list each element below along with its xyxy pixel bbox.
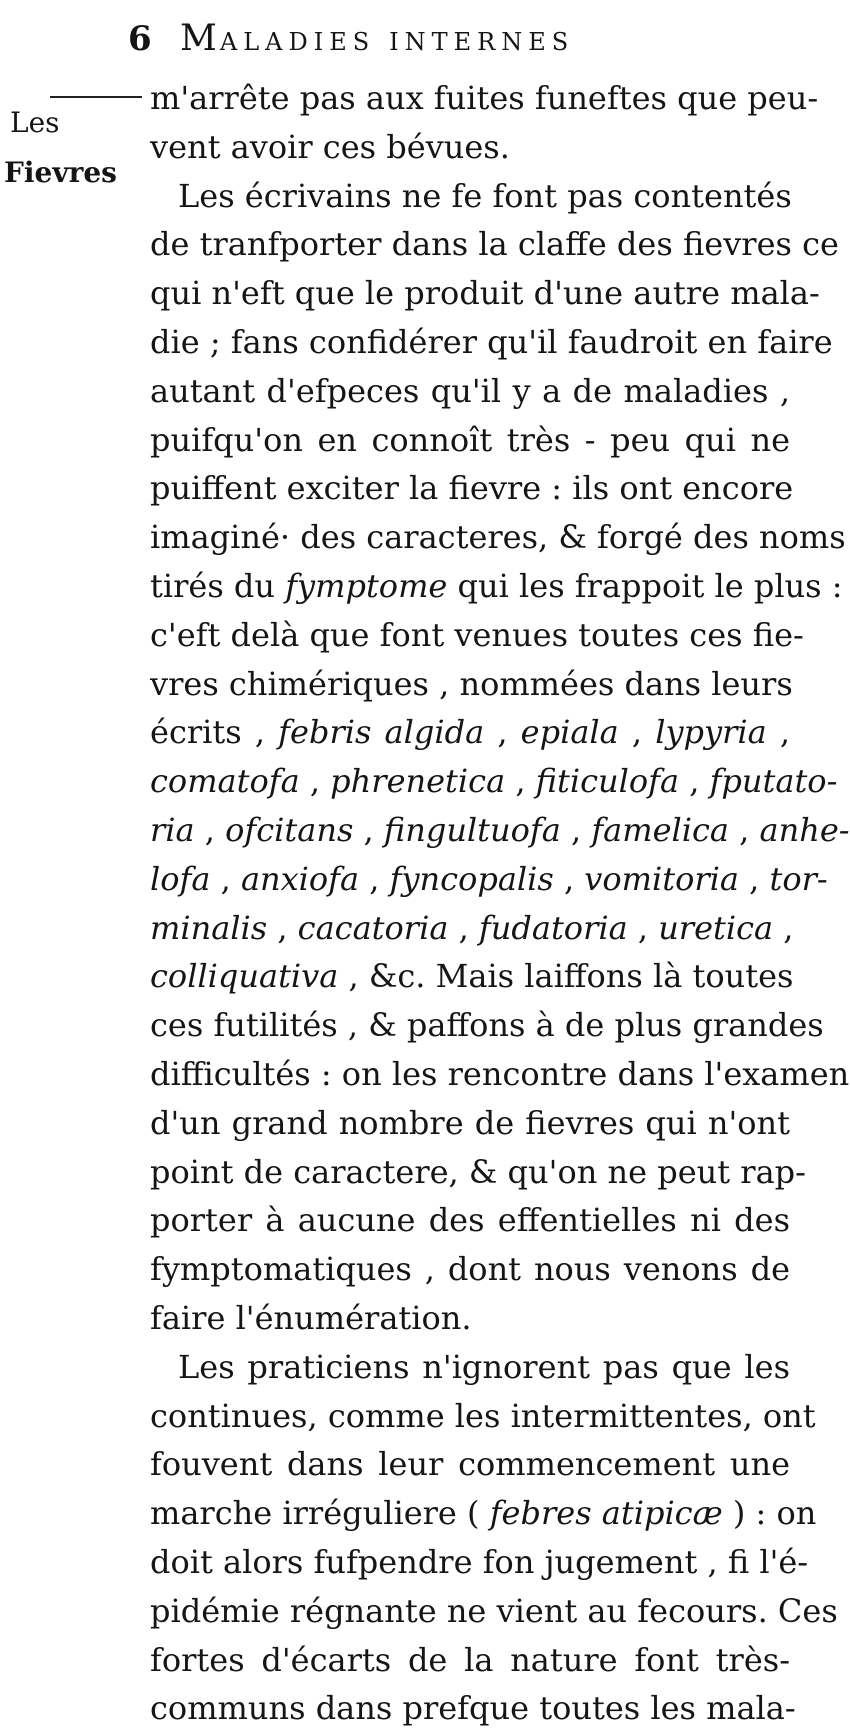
italic-term: vomitoria	[584, 859, 739, 898]
text-run: Les praticiens n'ignorent pas que les	[178, 1347, 790, 1386]
text-run: imaginé· des caracteres, & forgé des noms	[150, 518, 846, 557]
text-line	[150, 611, 804, 660]
text-run: fouvent dans leur commencement une	[150, 1445, 790, 1484]
italic-term: lofa	[150, 859, 211, 898]
italic-term: anxiofa	[240, 859, 360, 898]
running-title	[180, 14, 574, 67]
text-run: ,	[267, 908, 298, 947]
text-line	[150, 855, 828, 904]
text-line	[150, 1148, 806, 1197]
italic-term: fingultuofa	[383, 810, 561, 849]
italic-term: epiala	[520, 713, 619, 752]
text-run: fymptomatiques , dont nous venons de	[150, 1250, 790, 1289]
text-run: ,	[618, 713, 656, 752]
italic-term: phrenetica	[330, 762, 506, 801]
italic-term: minalis	[150, 908, 268, 947]
text-line	[150, 1684, 796, 1733]
text-run: marche irréguliere (	[150, 1494, 490, 1533]
text-run: puifqu'on en connoît très - peu qui ne	[150, 420, 790, 459]
text-line	[150, 806, 850, 855]
text-run: difficultés : on les rencontre dans l'examen	[150, 1054, 850, 1093]
text-line	[150, 318, 833, 367]
margin-note	[0, 74, 120, 198]
text-line	[150, 1294, 790, 1343]
text-line	[150, 1440, 790, 1489]
text-run: , &c. Mais laiffons là toutes	[338, 957, 794, 996]
text-run: autant d'efpeces qu'il y a de maladies ,	[150, 371, 790, 410]
text-line	[150, 1636, 790, 1685]
running-title-word1: ALADIES	[219, 28, 376, 56]
text-line	[150, 464, 794, 513]
text-run: ,	[359, 859, 390, 898]
text-line	[150, 123, 790, 172]
text-run: ,	[353, 810, 384, 849]
italic-term: cacatoria	[297, 908, 449, 947]
text-line	[150, 708, 790, 757]
italic-term: famelica	[591, 810, 729, 849]
text-run: m'arrête pas aux fuites funeftes que peu-	[150, 79, 819, 117]
text-line	[150, 269, 820, 318]
text-line	[150, 1099, 790, 1148]
text-run: ,	[773, 908, 794, 947]
text-line	[150, 172, 790, 221]
text-run: qui les frappoit le plus :	[447, 566, 843, 605]
body-text	[150, 74, 850, 1733]
italic-term: ofcitans	[225, 810, 354, 849]
text-run: ,	[729, 810, 760, 849]
italic-term: fputato-	[709, 762, 838, 801]
text-run: ,	[484, 713, 521, 752]
italic-term: anhe-	[759, 810, 850, 849]
text-run: vent avoir ces bévues.	[150, 127, 510, 166]
italic-term: ria	[150, 810, 195, 849]
text-run: ,	[560, 810, 592, 849]
text-line	[150, 562, 843, 611]
text-line	[150, 1343, 790, 1392]
text-run: tirés du	[150, 566, 286, 605]
text-line	[150, 952, 794, 1001]
text-run: ,	[627, 908, 659, 947]
text-run: fortes d'écarts de la nature font très-	[150, 1640, 790, 1679]
text-run: puiffent exciter la fievre : ils ont encore	[150, 469, 794, 508]
text-line	[150, 1196, 790, 1245]
italic-term: lypyria	[655, 713, 767, 752]
text-run: ,	[299, 762, 331, 801]
text-line	[150, 416, 790, 465]
text-run: point de caractere, & qu'on ne peut rap-	[150, 1152, 806, 1191]
italic-term: comatofa	[150, 762, 300, 801]
text-line	[150, 1587, 838, 1636]
text-line	[150, 1245, 790, 1294]
text-run: faire l'énumération.	[150, 1298, 472, 1337]
text-run: de tranfporter dans la claffe des fievres ce	[150, 225, 839, 264]
italic-term: fymptome	[285, 566, 448, 605]
text-line	[150, 904, 794, 953]
text-run: doit alors fufpendre fon jugement , fi l'é-	[150, 1542, 809, 1581]
margin-note-line2: Fievres	[4, 156, 117, 189]
running-title-initial: M	[180, 18, 220, 59]
text-run: d'un grand nombre de fievres qui n'ont	[150, 1103, 790, 1142]
text-run: continues, comme les intermittentes, ont	[150, 1396, 816, 1435]
italic-term: febris algida	[278, 713, 485, 752]
text-line	[150, 513, 846, 562]
text-run: vres chimériques , nommées dans leurs	[150, 664, 793, 703]
text-run: ces futilités , & paffons à de plus grandes	[150, 1006, 824, 1045]
italic-term: colliquativa	[150, 957, 339, 996]
text-run: ,	[210, 859, 241, 898]
italic-term: uretica	[658, 908, 774, 947]
text-run: pidémie régnante ne vient au fecours. Ces	[150, 1591, 838, 1630]
italic-term: fiticulofa	[535, 762, 680, 801]
text-line	[150, 367, 790, 416]
text-run: ,	[679, 762, 710, 801]
italic-term: fyncopalis	[389, 859, 554, 898]
text-line	[150, 757, 838, 806]
text-line	[150, 1538, 809, 1587]
text-run: ,	[553, 859, 585, 898]
text-line	[150, 1392, 816, 1441]
italic-term: fudatoria	[478, 908, 628, 947]
margin-note-line1: Les	[10, 106, 60, 139]
text-run: ) : on	[722, 1494, 817, 1533]
text-run: ,	[194, 810, 226, 849]
text-line	[150, 660, 793, 709]
text-line	[150, 1001, 824, 1050]
running-title-word2: INTERNES	[389, 28, 575, 56]
text-line	[150, 220, 839, 269]
text-run: ,	[766, 713, 791, 752]
text-line	[150, 1050, 850, 1099]
text-run: ,	[738, 859, 770, 898]
text-run: ,	[505, 762, 536, 801]
running-header	[128, 14, 788, 64]
text-line	[150, 1489, 817, 1538]
italic-term: febres atipicæ	[489, 1494, 723, 1533]
text-run: qui n'eft que le produit d'une autre mala-	[150, 274, 820, 313]
text-run: Les écrivains ne fe font pas contentés	[178, 176, 792, 215]
italic-term: tor-	[769, 859, 828, 898]
text-run: die ; fans confidérer qu'il faudroit en faire	[150, 322, 833, 361]
text-run: porter à aucune des effentielles ni des	[150, 1201, 790, 1240]
text-run: c'eft delà que font venues toutes ces fie-	[150, 615, 804, 654]
text-run: ,	[448, 908, 479, 947]
text-run: écrits ,	[150, 713, 279, 752]
page-number: 6	[128, 19, 152, 59]
text-line	[150, 74, 819, 123]
text-run: communs dans prefque toutes les mala-	[150, 1689, 796, 1728]
